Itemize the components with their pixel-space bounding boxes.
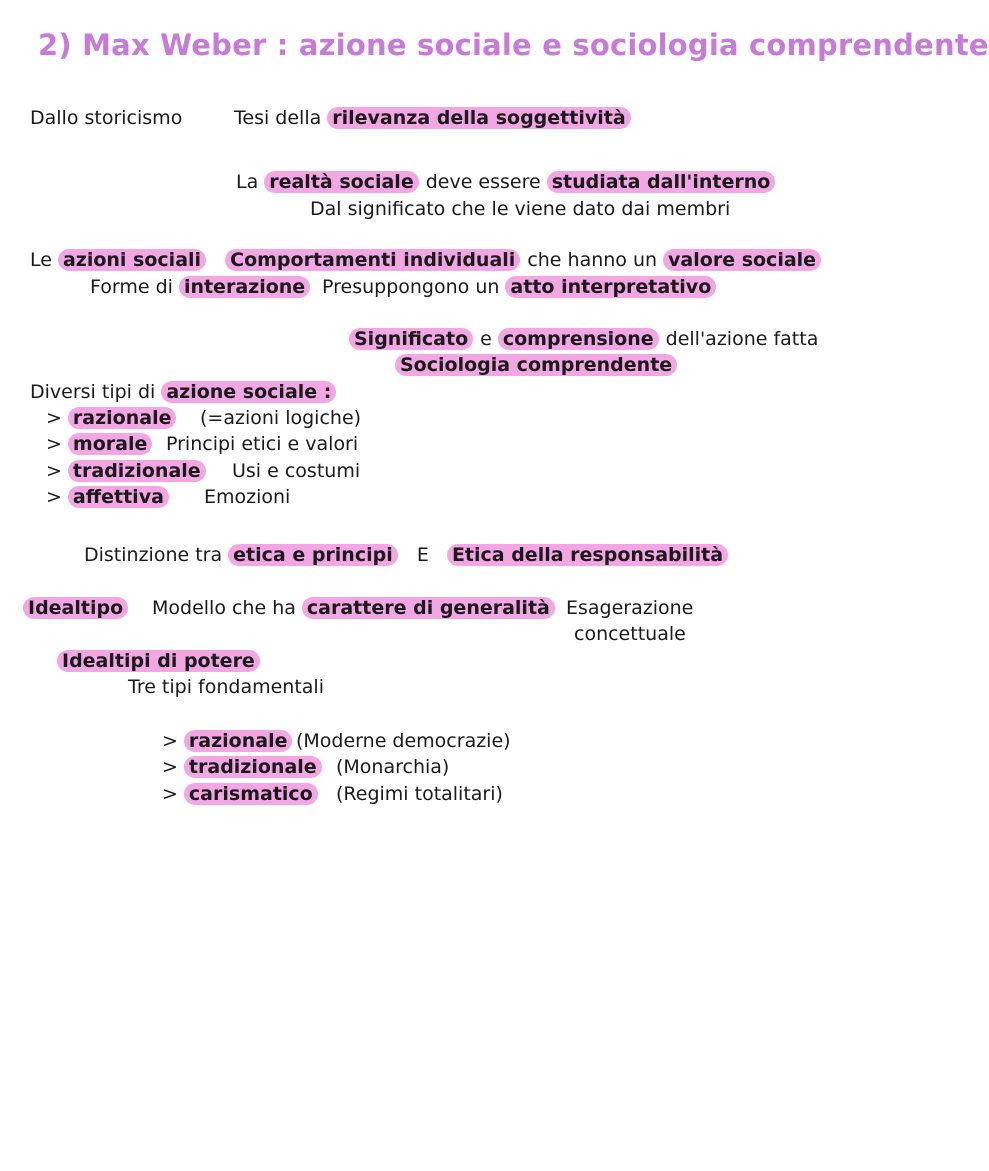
- item-name: razionale: [68, 407, 177, 429]
- tipi-intro: [30, 380, 337, 404]
- list-item: [46, 406, 177, 430]
- highlight-valore-sociale: valore sociale: [663, 249, 821, 271]
- tesi-text: Tesi della: [234, 107, 322, 129]
- tesi-line: [234, 106, 632, 130]
- concettuale-text: concettuale: [574, 623, 686, 645]
- item-name: tradizionale: [184, 756, 322, 778]
- highlight-atto-interpretativo: atto interpretativo: [505, 276, 716, 298]
- item-desc: Emozioni: [204, 486, 291, 508]
- dell-azione-text: dell'azione fatta: [665, 328, 819, 350]
- modello-line: [152, 596, 556, 620]
- azioni-line: [30, 248, 822, 272]
- list-item: [46, 432, 153, 456]
- arrow-icon: >: [46, 433, 62, 455]
- highlight-significato: Significato: [349, 328, 473, 350]
- highlight-interazione: interazione: [179, 276, 310, 298]
- presuppongono-text: Presuppongono un: [322, 276, 500, 298]
- che-hanno-text: che hanno un: [527, 249, 658, 271]
- item-desc: (Moderne democrazie): [296, 730, 511, 752]
- highlight-soggettivita: rilevanza della soggettività: [327, 107, 630, 129]
- highlight-studiata: studiata dall'interno: [547, 171, 776, 193]
- highlight-idealtipo: Idealtipo: [23, 597, 128, 619]
- page-title: 2) Max Weber : azione sociale e sociologia comprendente: [38, 28, 989, 62]
- distinzione-line: [84, 543, 729, 567]
- item-name: razionale: [184, 730, 293, 752]
- list-item: [46, 485, 170, 509]
- list-item: [162, 782, 319, 806]
- item-desc: Principi etici e valori: [166, 433, 359, 455]
- tipi-intro-text: Diversi tipi di: [30, 381, 156, 403]
- highlight-comprensione: comprensione: [498, 328, 659, 350]
- forme-text: Forme di: [90, 276, 173, 298]
- esagerazione-text: Esagerazione: [566, 597, 694, 619]
- highlight-etica-principi: etica e principi: [228, 544, 398, 566]
- highlight-realta-sociale: realtà sociale: [264, 171, 418, 193]
- potere-line: [56, 649, 261, 673]
- arrow-icon: >: [46, 407, 62, 429]
- item-desc: (=azioni logiche): [200, 407, 362, 429]
- e-connector: E: [416, 544, 429, 566]
- arrow-icon: >: [162, 730, 178, 752]
- list-item: [162, 729, 293, 753]
- highlight-comportamenti: Comportamenti individuali: [225, 249, 520, 271]
- item-name: tradizionale: [68, 460, 206, 482]
- e-text: e: [480, 328, 492, 350]
- highlight-azione-sociale: azione sociale :: [161, 381, 336, 403]
- le-text: Le: [30, 249, 52, 271]
- item-desc: (Regimi totalitari): [336, 783, 503, 805]
- comprensione-line: [348, 327, 818, 351]
- highlight-idealtipi-potere: Idealtipi di potere: [57, 650, 260, 672]
- idealtipo-label: [22, 596, 129, 620]
- highlight-etica-responsabilita: Etica della responsabilità: [447, 544, 728, 566]
- tre-tipi-text: Tre tipi fondamentali: [128, 676, 324, 698]
- arrow-icon: >: [162, 783, 178, 805]
- modello-text: Modello che ha: [152, 597, 296, 619]
- storicismo-label: Dallo storicismo: [30, 107, 183, 129]
- item-name: carismatico: [184, 783, 318, 805]
- significato-line: Dal significato che le viene dato dai membri: [310, 198, 731, 220]
- item-desc: Usi e costumi: [232, 460, 361, 482]
- la-text: La: [236, 171, 259, 193]
- item-desc: (Monarchia): [336, 756, 450, 778]
- highlight-sociologia-comprendente: Sociologia comprendente: [395, 354, 677, 376]
- realta-line: [236, 170, 776, 194]
- item-name: morale: [68, 433, 152, 455]
- presuppongono-line: [322, 275, 717, 299]
- list-item: [46, 459, 207, 483]
- distinzione-text: Distinzione tra: [84, 544, 223, 566]
- arrow-icon: >: [46, 460, 62, 482]
- item-name: affettiva: [68, 486, 169, 508]
- deve-text: deve essere: [425, 171, 541, 193]
- highlight-azioni-sociali: azioni sociali: [58, 249, 206, 271]
- arrow-icon: >: [46, 486, 62, 508]
- arrow-icon: >: [162, 756, 178, 778]
- list-item: [162, 755, 323, 779]
- sociologia-line: [394, 353, 678, 377]
- highlight-carattere-generalita: carattere di generalità: [302, 597, 555, 619]
- forme-line: [90, 275, 311, 299]
